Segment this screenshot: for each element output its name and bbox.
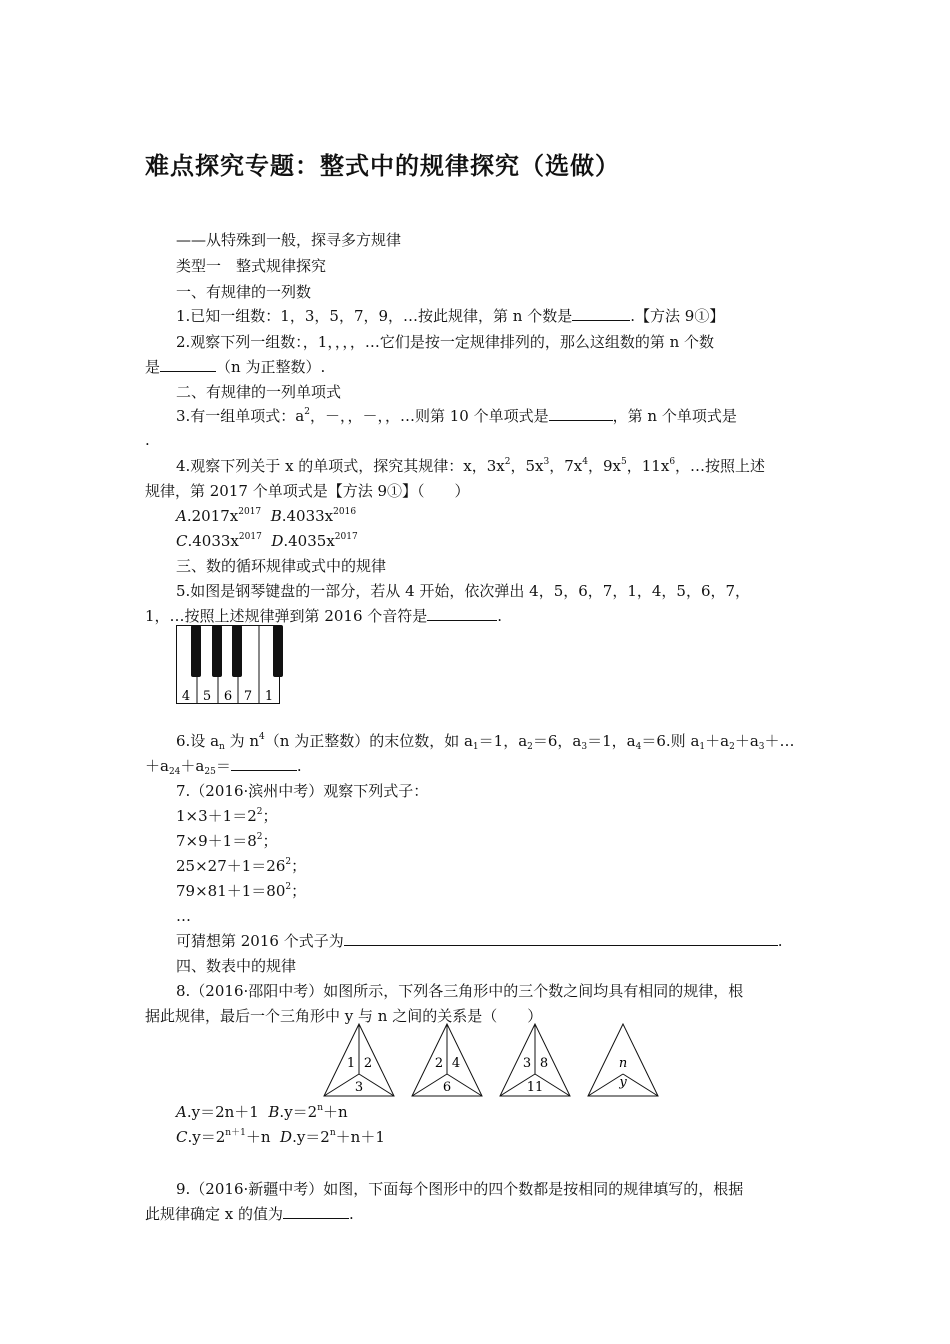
section-heading-1: 一、有规律的一列数 (176, 283, 312, 301)
section-heading-3: 三、数的循环规律或式中的规律 (176, 557, 387, 575)
piano-key-label: 1 (264, 689, 274, 704)
triangle-number: 6 (442, 1080, 452, 1095)
equation: $25\times 27+1=26^2$； (176, 857, 307, 875)
ellipsis: … (176, 907, 191, 925)
triangles-figure (320, 1022, 662, 1100)
question-8-line1: 8.（2016·邵阳中考）如图所示，下列各三角形中的三个数之间均具有相同的规律，根 (176, 982, 744, 1000)
triangle-number: 4 (451, 1056, 461, 1071)
question-5-line2: 1，…按照上述规律弹到第 2016 个音符是 . (145, 607, 503, 625)
question-5-line1: 5.如图是钢琴键盘的一部分，若从 4 开始，依次弹出 4，5，6，7，1，4，5，6，7， (176, 582, 751, 600)
question-1: 1.已知一组数：1，3，5，7，9，…按此规律，第 n 个数是 .【方法 9①】 (176, 307, 725, 325)
triangle (412, 1024, 482, 1096)
piano-keyboard-figure (176, 625, 284, 705)
answer-blank[interactable] (283, 1204, 349, 1219)
triangle-number: 8 (539, 1056, 549, 1071)
piano-key-label: 4 (181, 689, 191, 704)
answer-blank[interactable] (427, 606, 497, 621)
triangle-number: y (619, 1075, 627, 1090)
question-4-line1: 4.观察下列关于 x 的单项式，探究其规律：x，$3x^2$，$5x^3$，$7x^4$，$9x^5$，$11x^6$，…按照上述 (176, 457, 766, 475)
piano-key-label: 6 (223, 689, 233, 704)
black-key (273, 625, 283, 677)
answer-blank[interactable] (160, 357, 216, 372)
section-heading-2: 二、有规律的一列单项式 (176, 383, 342, 401)
triangle-number: 1 (346, 1056, 356, 1071)
answer-blank[interactable] (231, 756, 297, 771)
black-key (212, 625, 222, 677)
black-key (232, 625, 242, 677)
triangle-number: 2 (363, 1056, 373, 1071)
question-7-head: 7.（2016·滨州中考）观察下列式子： (176, 782, 429, 800)
equation: $7\times 9+1=8^2$； (176, 832, 278, 850)
question-2-line1: 2.观察下列一组数：，1，，，，…它们是按一定规律排列的，那么这组数的第 n 个数 (176, 333, 715, 351)
triangle-number: 3 (354, 1080, 364, 1095)
piano-key-label: 7 (243, 689, 253, 704)
question-8-options-ab: A.y＝2n＋1 $B.y=2^n+n$ (176, 1103, 348, 1121)
question-2-line2: 是 （n 为正整数）. (145, 358, 326, 376)
question-8-line2: 据此规律，最后一个三角形中 y 与 n 之间的关系是（ ） (145, 1007, 543, 1025)
triangle-number: n (618, 1056, 628, 1071)
question-9-line1: 9.（2016·新疆中考）如图，下面每个图形中的四个数都是按相同的规律填写的，根据 (176, 1180, 744, 1198)
black-key (191, 625, 201, 677)
triangle-number: 11 (526, 1080, 544, 1095)
equation: $1\times 3+1=2^2$； (176, 807, 278, 825)
subtitle: ——从特殊到一般，探寻多方规律 (176, 231, 402, 249)
equation: $79\times 81+1=80^2$； (176, 882, 307, 900)
triangle (324, 1024, 394, 1096)
triangle (500, 1024, 570, 1096)
question-4-options-ab: $A.2017x^{2017}$ $B.4033x^{2016}$ (176, 507, 357, 525)
piano-key-label: 5 (202, 689, 212, 704)
answer-blank[interactable] (572, 306, 630, 321)
question-3-line2: . (145, 431, 150, 449)
question-8-options-cd: $C.y=2^{n+1}+n$ $D.y=2^n+n+1$ (176, 1128, 385, 1146)
question-4-options-cd: $C.4033x^{2017}$ $D.4035x^{2017}$ (176, 532, 358, 550)
answer-blank[interactable] (344, 931, 778, 946)
question-9-line2: 此规律确定 x 的值为 . (145, 1205, 354, 1223)
triangle (588, 1024, 658, 1096)
question-6-line2: $+a_{24}+a_{25}=$ . (145, 757, 302, 777)
question-3: 3.有一组单项式：$a^2$，－，，－，，…则第 10 个单项式是 ，第 n 个单项式是 (176, 407, 737, 425)
question-4-line2: 规律，第 2017 个单项式是【方法 9①】（ ） (145, 482, 470, 500)
answer-blank[interactable] (549, 406, 613, 421)
triangle-number: 2 (434, 1056, 444, 1071)
question-6-line1: 6.设 $a_n$ 为 $n^4(n$ 为正整数）的末位数，如 $a_1=1$，$a_2=6$，$a_3=1$，$a_4=6$.则 $a_1+a_2+a_3+\dots$ (176, 732, 795, 752)
question-7-guess: 可猜想第 2016 个式子为 . (176, 932, 783, 950)
triangle-number: 3 (522, 1056, 532, 1071)
type-heading: 类型一 整式规律探究 (176, 257, 327, 275)
section-heading-4: 四、数表中的规律 (176, 957, 297, 975)
page-title: 难点探究专题：整式中的规律探究（选做） (145, 152, 620, 180)
